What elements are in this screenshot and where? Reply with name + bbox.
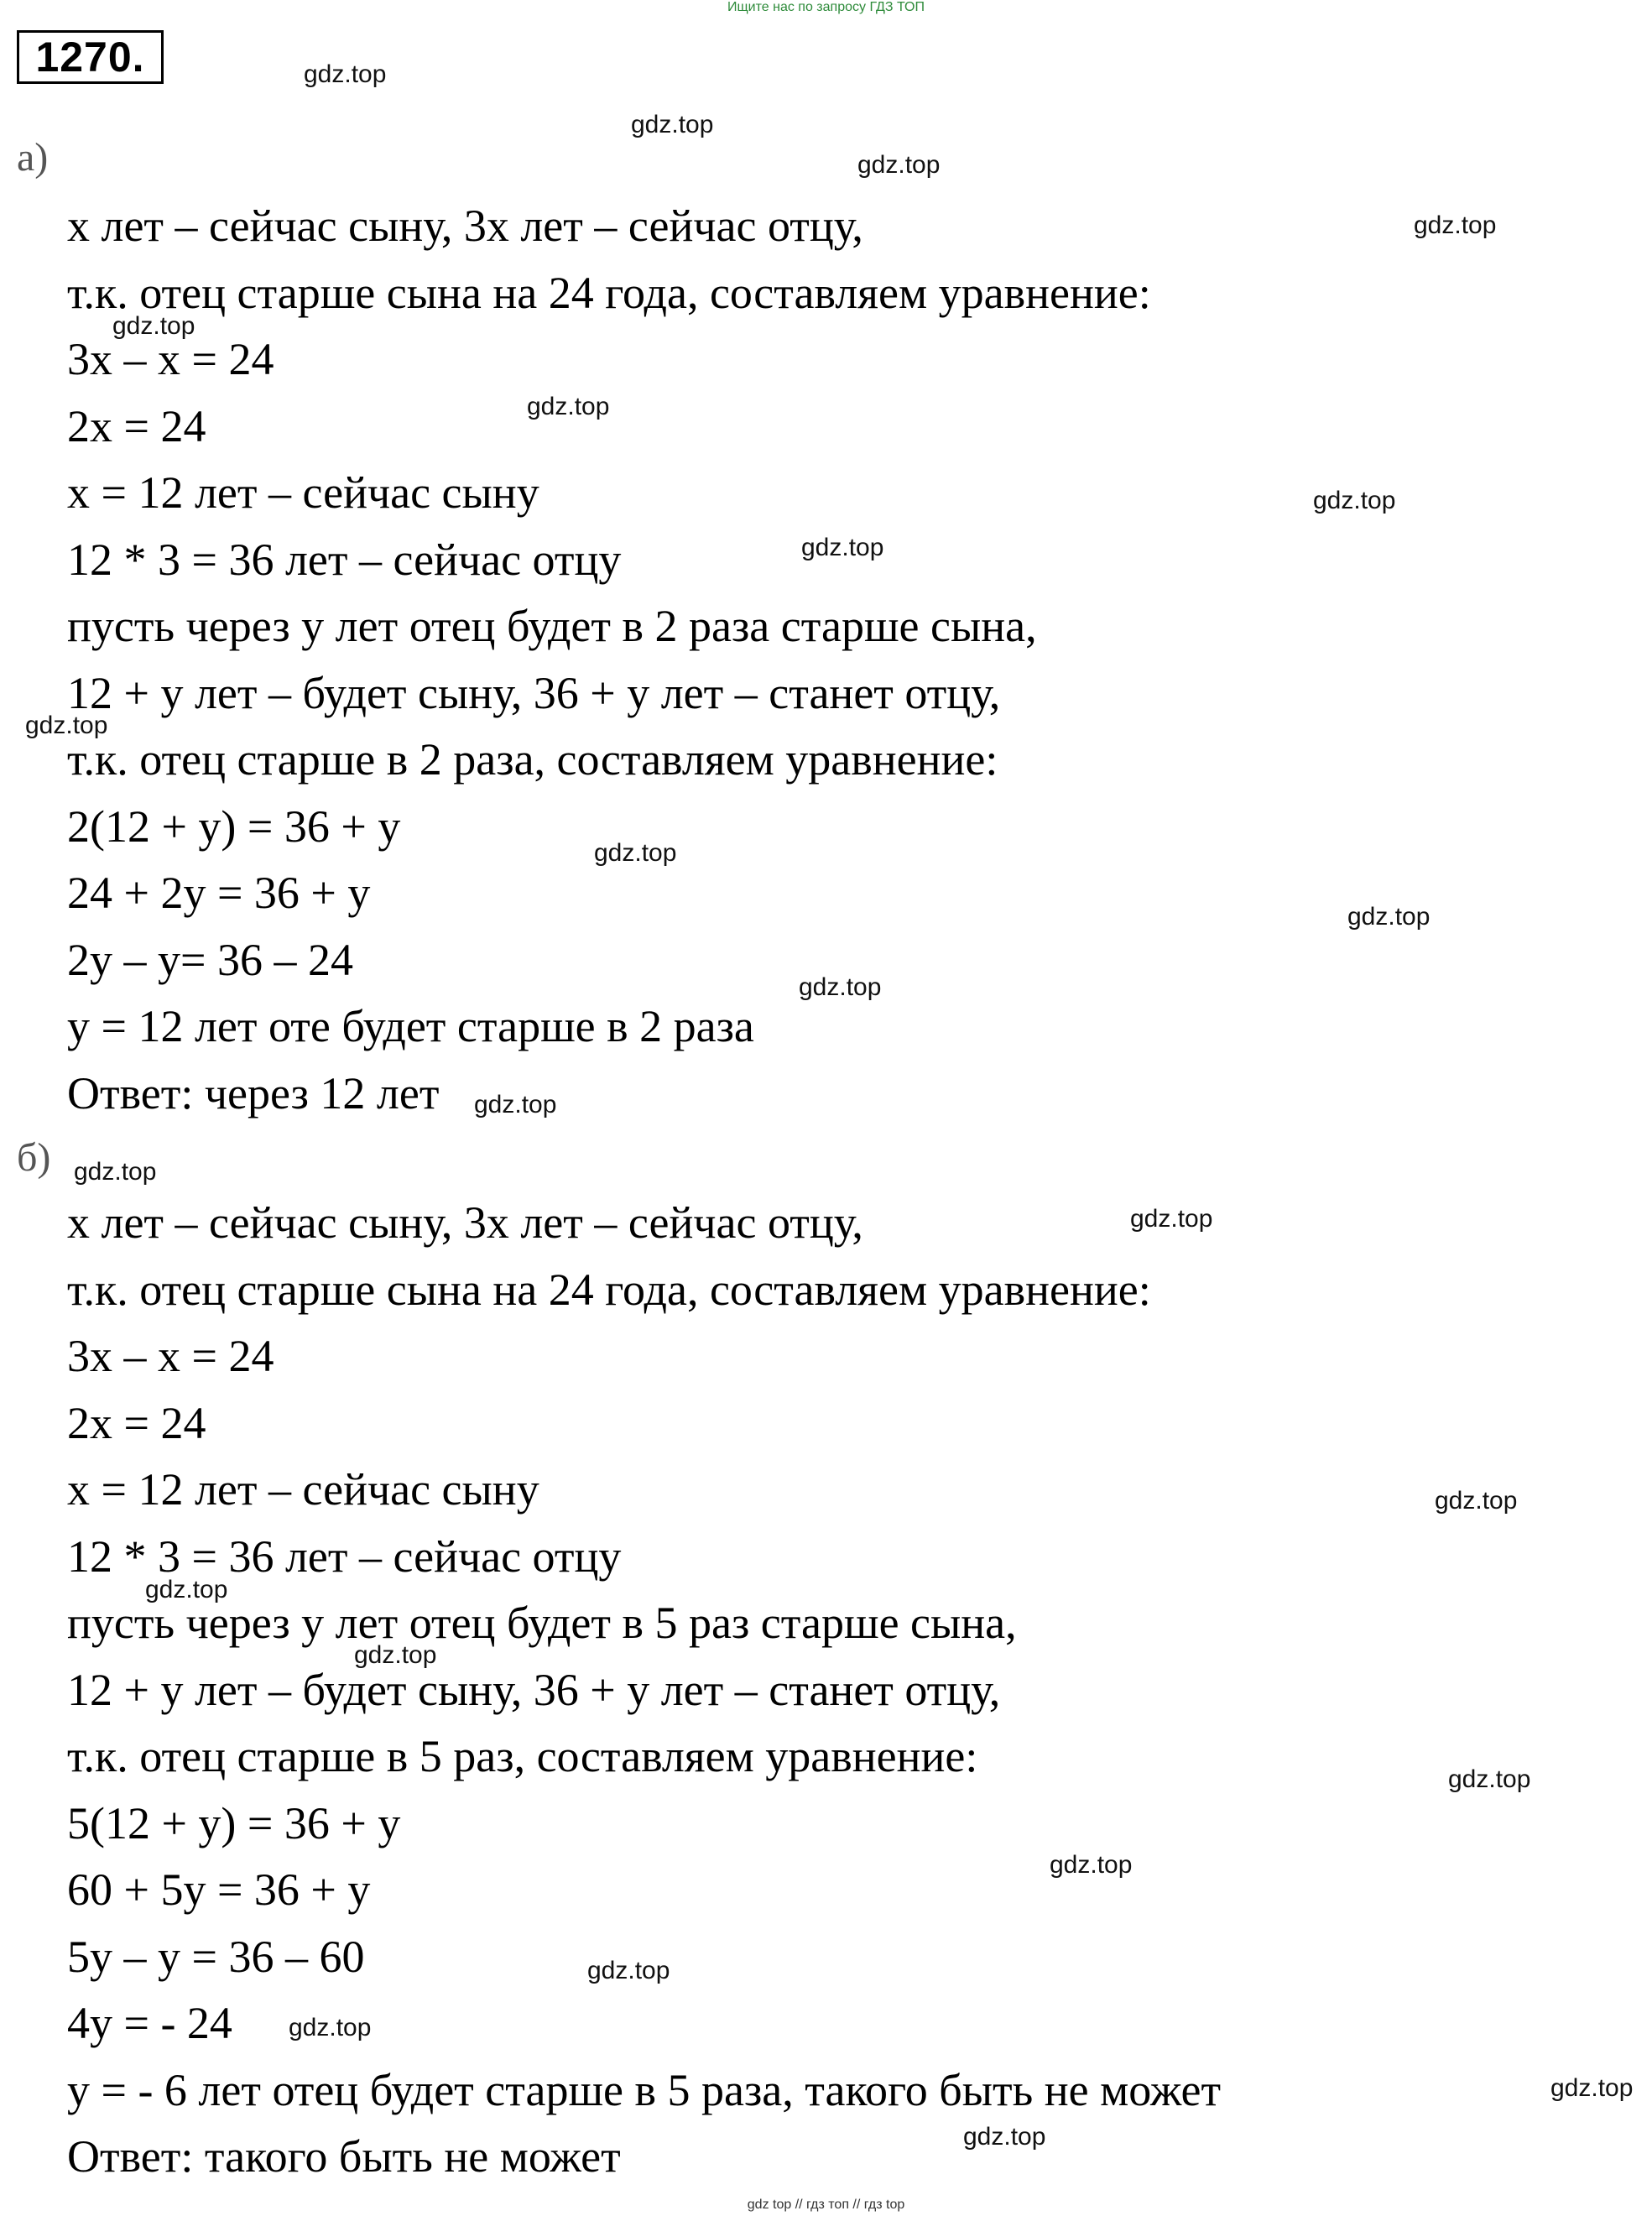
watermark: gdz.top <box>25 712 108 739</box>
watermark: gdz.top <box>74 1158 157 1186</box>
part-b-label: б) <box>17 1135 51 1180</box>
watermark: gdz.top <box>474 1091 557 1118</box>
part-a-label: а) <box>17 135 49 180</box>
watermark: gdz.top <box>801 534 884 561</box>
watermark: gdz.top <box>1435 1487 1518 1515</box>
watermark: gdz.top <box>112 312 195 340</box>
solution-line: 5y – y = 36 – 60 <box>67 1931 365 1982</box>
solution-line: т.к. отец старше в 5 раз, составляем уравнение: <box>67 1731 978 1781</box>
solution-line: 3x – x = 24 <box>67 334 274 384</box>
solution-line: 12 + y лет – будет сыну, 36 + y лет – станет отцу, <box>67 1664 1001 1715</box>
watermark: gdz.top <box>304 60 387 88</box>
watermark: gdz.top <box>1050 1851 1133 1879</box>
solution-line: x лет – сейчас сыну, 3x лет – сейчас отцу, <box>67 201 863 251</box>
solution-line: 2(12 + y) = 36 + y <box>67 800 401 852</box>
solution-line: 12 * 3 = 36 лет – сейчас отцу <box>67 534 622 585</box>
solution-line: 2y – y= 36 – 24 <box>67 934 353 985</box>
watermark: gdz.top <box>1414 211 1497 239</box>
solution-line: x лет – сейчас сыну, 3x лет – сейчас отцу, <box>67 1197 863 1248</box>
part-a-solution <box>67 193 1151 1127</box>
solution-line: 60 + 5y = 36 + y <box>67 1864 371 1915</box>
watermark: gdz.top <box>963 2123 1046 2151</box>
watermark: gdz.top <box>527 393 610 420</box>
watermark: gdz.top <box>799 973 882 1001</box>
watermark: gdz.top <box>1347 903 1431 931</box>
footer-links: gdz top // гдз топ // гдз top <box>747 2198 905 2212</box>
watermark: gdz.top <box>289 2014 372 2041</box>
watermark: gdz.top <box>594 839 677 867</box>
watermark: gdz.top <box>1550 2074 1634 2102</box>
watermark: gdz.top <box>1130 1205 1213 1233</box>
solution-line: 12 + y лет – будет сыну, 36 + y лет – станет отцу, <box>67 667 1001 718</box>
solution-line: 2x = 24 <box>67 400 206 451</box>
top-banner: Ищите нас по запросу ГДЗ ТОП <box>727 0 925 14</box>
answer-line: Ответ: такого быть не может <box>67 2131 621 2182</box>
solution-line: 12 * 3 = 36 лет – сейчас отцу <box>67 1530 622 1582</box>
solution-line: x = 12 лет – сейчас сыну <box>67 467 539 518</box>
solution-line: 4y = - 24 <box>67 1998 232 2048</box>
solution-line: 24 + 2y = 36 + y <box>67 868 371 918</box>
part-b-solution <box>67 1190 1221 2191</box>
watermark: gdz.top <box>1313 487 1396 514</box>
problem-number: 1270. <box>17 30 164 84</box>
solution-line: пусть через y лет отец будет в 5 раз старше сына, <box>67 1598 1017 1648</box>
watermark: gdz.top <box>145 1576 228 1603</box>
solution-line: x = 12 лет – сейчас сыну <box>67 1464 539 1515</box>
solution-line: т.к. отец старше сына на 24 года, составляем уравнение: <box>67 267 1151 318</box>
solution-line: y = - 6 лет отец будет старше в 5 раза, такого быть не может <box>67 2064 1222 2115</box>
watermark: gdz.top <box>631 111 714 138</box>
solution-line: 3x – x = 24 <box>67 1331 274 1381</box>
solution-line: 2x = 24 <box>67 1397 206 1448</box>
watermark: gdz.top <box>1448 1765 1531 1793</box>
solution-line: т.к. отец старше в 2 раза, составляем уравнение: <box>67 734 998 785</box>
watermark: gdz.top <box>857 151 941 179</box>
answer-line: Ответ: через 12 лет <box>67 1067 440 1118</box>
solution-line: y = 12 лет оте будет старше в 2 раза <box>67 1001 754 1051</box>
solution-line: пусть через y лет отец будет в 2 раза старше сына, <box>67 601 1037 651</box>
watermark: gdz.top <box>354 1641 437 1669</box>
watermark: gdz.top <box>587 1957 670 1984</box>
solution-line: 5(12 + y) = 36 + y <box>67 1797 401 1848</box>
solution-line: т.к. отец старше сына на 24 года, составляем уравнение: <box>67 1264 1151 1315</box>
